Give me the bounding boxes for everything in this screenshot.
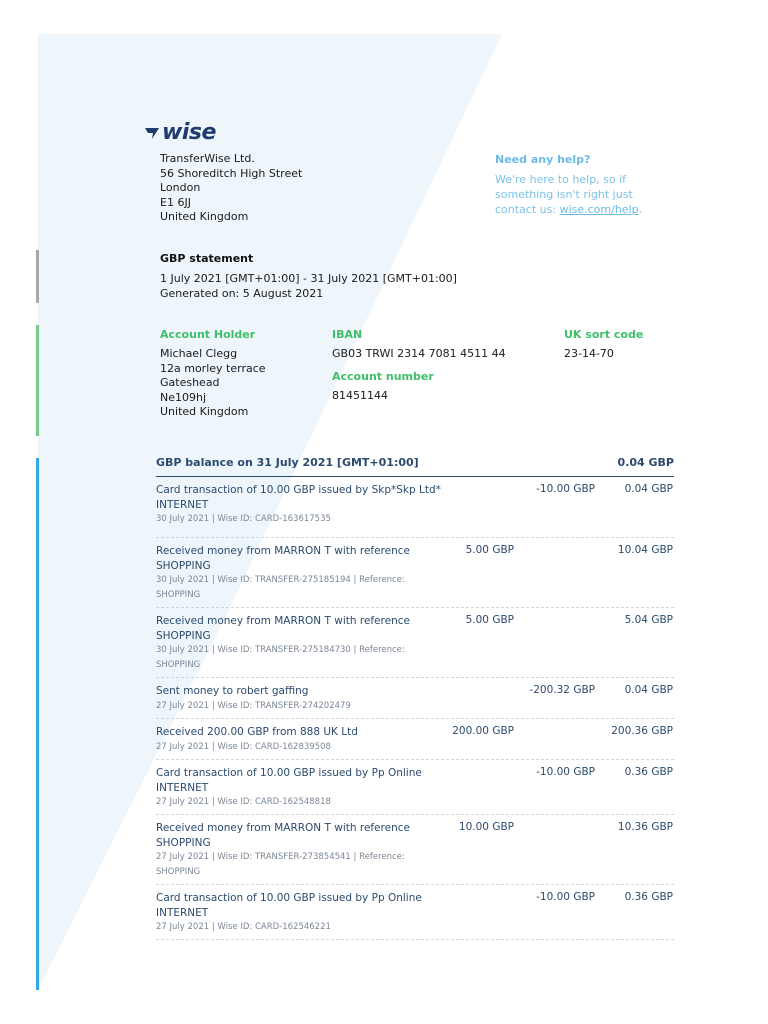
txn-amount-out: -10.00 GBP — [536, 483, 595, 495]
txn-amount-in: 200.00 GBP — [452, 725, 514, 737]
txn-meta: 27 July 2021 | Wise ID: CARD-162546221 — [156, 922, 331, 933]
txn-description: Received 200.00 GBP from 888 UK Ltd — [156, 726, 358, 738]
table-row — [156, 719, 674, 760]
address-line: TransferWise Ltd. — [160, 152, 255, 165]
txn-description: Received money from MARRON T with reference SHOPPING — [156, 615, 410, 642]
account-number-label: Account number — [332, 370, 434, 383]
statement-generated: Generated on: 5 August 2021 — [160, 287, 324, 300]
txn-balance: 10.04 GBP — [617, 544, 673, 556]
statement-period: 1 July 2021 [GMT+01:00] - 31 July 2021 [GMT+01:00] — [160, 272, 457, 285]
account-holder-details — [160, 347, 266, 420]
holder-line: Gateshead — [160, 376, 220, 390]
wise-logo — [144, 120, 216, 145]
help-box — [495, 152, 665, 217]
txn-description: Card transaction of 10.00 GBP issued by Skp*Skp Ltd* INTERNET — [156, 484, 441, 511]
help-text: We're here to help, so if something isn't right just contact us: — [495, 173, 633, 216]
help-suffix: . — [638, 203, 643, 216]
txn-balance: 0.36 GBP — [624, 766, 673, 778]
table-row — [156, 678, 674, 719]
table-row — [156, 608, 674, 678]
txn-balance: 10.36 GBP — [617, 821, 673, 833]
wise-logo-text: wise — [162, 120, 216, 145]
address-line: 56 Shoreditch High Street — [160, 166, 303, 180]
txn-meta: 30 July 2021 | Wise ID: TRANSFER-275185194 | Reference: SHOPPING — [156, 575, 405, 600]
txn-description: Received money from MARRON T with reference SHOPPING — [156, 822, 410, 849]
section-marker-transactions — [36, 458, 39, 990]
table-row — [156, 760, 674, 815]
txn-meta: 27 July 2021 | Wise ID: TRANSFER-274202479 — [156, 700, 351, 711]
statement-title: GBP statement — [160, 252, 254, 265]
address-line: London — [160, 181, 201, 195]
txn-balance: 200.36 GBP — [611, 725, 673, 737]
holder-line: 12a morley terrace — [160, 361, 266, 375]
txn-amount-in: 5.00 GBP — [465, 614, 514, 626]
txn-meta: 30 July 2021 | Wise ID: TRANSFER-275184730 | Reference: SHOPPING — [156, 645, 405, 670]
table-row — [156, 885, 674, 940]
txn-meta: 27 July 2021 | Wise ID: CARD-162548818 — [156, 797, 331, 808]
table-row — [156, 477, 674, 538]
help-title: Need any help? — [495, 153, 591, 166]
help-link[interactable]: wise.com/help — [559, 203, 639, 216]
txn-balance: 0.04 GBP — [624, 684, 673, 696]
txn-balance: 0.04 GBP — [624, 483, 673, 495]
account-holder-label: Account Holder — [160, 328, 256, 341]
txn-meta: 27 July 2021 | Wise ID: TRANSFER-273854541 | Reference: SHOPPING — [156, 852, 405, 877]
txn-description: Sent money to robert gaffing — [156, 685, 309, 697]
balance-value: 0.04 GBP — [617, 456, 674, 469]
sort-code-value: 23-14-70 — [564, 347, 614, 360]
txn-amount-in: 5.00 GBP — [465, 544, 514, 556]
iban-value: GB03 TRWI 2314 7081 4511 44 — [332, 347, 506, 360]
sort-code-label: UK sort code — [564, 328, 644, 341]
balance-header — [156, 456, 674, 477]
table-row — [156, 538, 674, 608]
section-marker-statement — [36, 250, 39, 303]
holder-line: Ne109hj — [160, 390, 207, 404]
account-number-value: 81451144 — [332, 389, 388, 402]
txn-description: Card transaction of 10.00 GBP issued by Pp Online INTERNET — [156, 892, 422, 919]
txn-balance: 0.36 GBP — [624, 891, 673, 903]
transactions-table — [156, 456, 674, 940]
holder-line: Michael Clegg — [160, 347, 238, 360]
txn-amount-out: -10.00 GBP — [536, 766, 595, 778]
txn-balance: 5.04 GBP — [624, 614, 673, 626]
txn-amount-out: -200.32 GBP — [529, 684, 595, 696]
balance-label: GBP balance on 31 July 2021 [GMT+01:00] — [156, 456, 419, 469]
txn-meta: 27 July 2021 | Wise ID: CARD-162839508 — [156, 741, 331, 752]
address-line: United Kingdom — [160, 210, 249, 224]
txn-meta: 30 July 2021 | Wise ID: CARD-163617535 — [156, 514, 331, 525]
statement-meta — [160, 271, 457, 301]
holder-line: United Kingdom — [160, 405, 249, 419]
iban-label: IBAN — [332, 328, 363, 341]
section-marker-account — [36, 325, 39, 436]
txn-description: Received money from MARRON T with reference SHOPPING — [156, 545, 410, 572]
txn-description: Card transaction of 10.00 GBP issued by Pp Online INTERNET — [156, 767, 422, 794]
address-line: E1 6JJ — [160, 195, 191, 209]
txn-amount-out: -10.00 GBP — [536, 891, 595, 903]
table-row — [156, 815, 674, 885]
txn-amount-in: 10.00 GBP — [458, 821, 514, 833]
wise-flag-icon — [144, 125, 160, 141]
company-address — [160, 152, 302, 225]
